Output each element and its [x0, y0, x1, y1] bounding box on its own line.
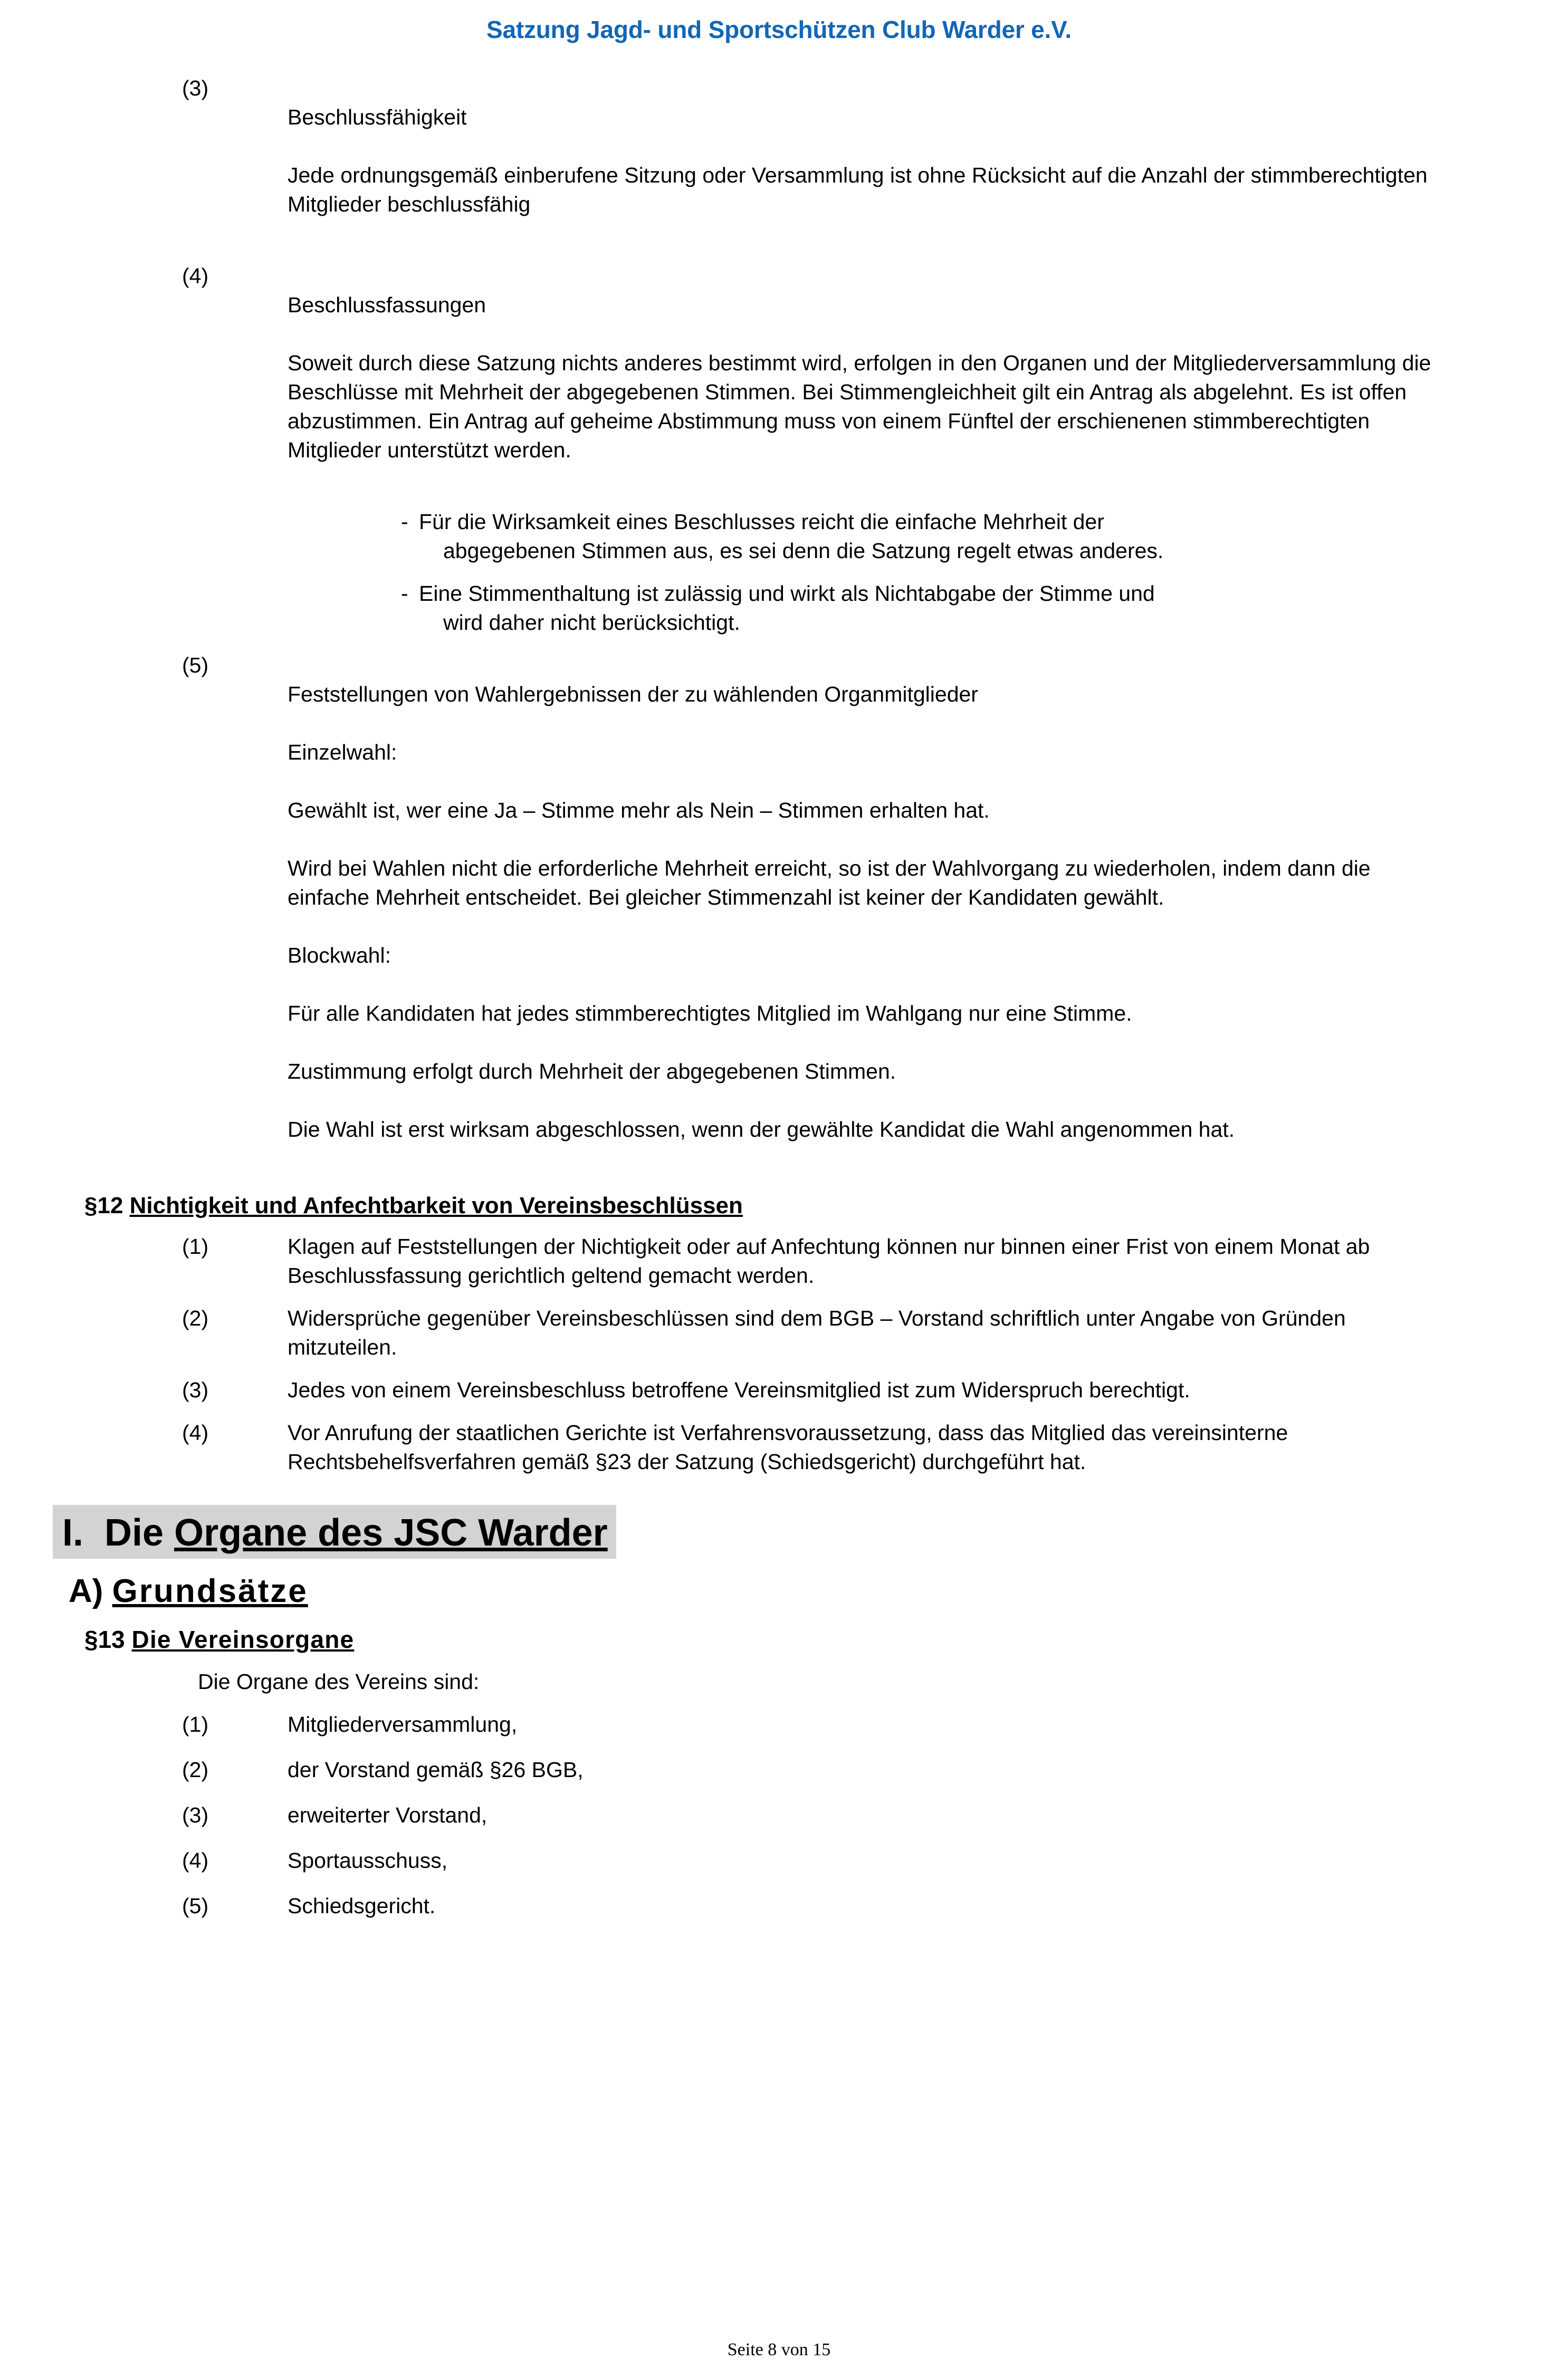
roman-lead: Die — [83, 1512, 175, 1554]
page-number-label: Seite 8 von 15 — [727, 2340, 831, 2359]
section-a-title: Grundsätze — [112, 1573, 308, 1609]
list-marker: (5) — [182, 1894, 209, 1918]
section-13-number: §13 — [84, 1626, 132, 1653]
roman-title: Organe des JSC Warder — [174, 1512, 608, 1554]
clause-title: Feststellungen von Wahlergebnissen der zu wählenden Organmitglieder — [288, 682, 978, 706]
list-text: Mitgliederversammlung, — [288, 1712, 518, 1736]
list-text: der Vorstand gemäß §26 BGB, — [288, 1758, 584, 1782]
clause-title: Beschlussfassungen — [288, 293, 486, 317]
clause-text: Jedes von einem Vereinsbeschluss betroffene Vereinsmitglied ist zum Widerspruch berechtigt. — [288, 1378, 1190, 1402]
clause-5 — [0, 651, 1558, 1173]
clause-line-blockwahl: Blockwahl: — [288, 943, 391, 967]
list-marker: (3) — [182, 1803, 209, 1827]
section-roman-heading-wrap — [0, 1505, 1558, 1559]
section-12-item-2 — [0, 1304, 1558, 1362]
clause-marker: (1) — [182, 1234, 209, 1259]
organ-list-item-3 — [0, 1801, 1558, 1830]
clause-marker: (4) — [182, 1421, 209, 1445]
clause-text: Soweit durch diese Satzung nichts anderes bestimmt wird, erfolgen in den Organen und der Mitgliederversammlung die Beschlüsse mit Mehrheit der abgegebenen Stimmen. Bei Stimmengleichheit gilt ein Antrag als abgelehnt. Es ist offen abzustimmen. Ein Antrag auf geheime Abstimmung muss von einem Fünftel der erschienenen stimmberechtigten Mitglieder unterstützt werden. — [288, 351, 1431, 462]
document-header — [0, 15, 1558, 44]
dash-line-2: wird daher nicht berücksichtigt. — [443, 610, 740, 635]
dash-item-text — [419, 579, 1437, 637]
section-13-title: Die Vereinsorgane — [131, 1626, 355, 1653]
header-title: Satzung Jagd- und Sportschützen Club Warder e.V. — [486, 16, 1072, 43]
dash-marker: - — [401, 510, 408, 534]
list-text: erweiterter Vorstand, — [288, 1803, 488, 1827]
section-12-item-3 — [0, 1376, 1558, 1405]
clause-text: Vor Anrufung der staatlichen Gerichte ist Verfahrensvoraussetzung, dass das Mitglied das vereinsinterne Rechtsbehelfsverfahren gemäß §23 der Satzung (Schiedsgericht) durchgeführt hat. — [288, 1421, 1288, 1474]
clause-content — [288, 651, 1431, 1173]
organ-list-item-5 — [0, 1892, 1558, 1921]
section-12-number: §12 — [84, 1193, 130, 1218]
dash-item-2 — [0, 579, 1558, 637]
clause-title: Beschlussfähigkeit — [288, 105, 467, 129]
clause-line-wirksam: Die Wahl ist erst wirksam abgeschlossen, wenn der gewählte Kandidat die Wahl angenommen hat. — [288, 1117, 1235, 1141]
roman-numeral: I. — [62, 1512, 84, 1554]
dash-item-text — [419, 507, 1437, 565]
section-a-letter: A) — [69, 1573, 112, 1609]
list-text: Schiedsgericht. — [288, 1894, 436, 1918]
document-body — [0, 74, 1558, 1937]
organ-list-item-2 — [0, 1755, 1558, 1784]
section-12-heading — [0, 1191, 1558, 1221]
section-12-item-4 — [0, 1418, 1558, 1476]
list-marker: (2) — [182, 1758, 209, 1782]
clause-marker: (2) — [182, 1306, 209, 1330]
organ-list-item-1 — [0, 1710, 1558, 1739]
dash-marker: - — [401, 581, 408, 606]
clause-4 — [0, 262, 1558, 494]
section-13-intro: Die Organe des Vereins sind: — [198, 1669, 480, 1694]
clause-line-zustimmung: Zustimmung erfolgt durch Mehrheit der abgegebenen Stimmen. — [288, 1059, 896, 1083]
clause-text: Klagen auf Feststellungen der Nichtigkeit oder auf Anfechtung können nur binnen einer Frist von einem Monat ab Beschlussfassung gerichtlich geltend gemacht werden. — [288, 1234, 1370, 1288]
clause-line-wiederholung: Wird bei Wahlen nicht die erforderliche Mehrheit erreicht, so ist der Wahlvorgang zu wiederholen, indem dann die einfache Mehrheit entscheidet. Bei gleicher Stimmenzahl ist keiner der Kandidaten gewählt. — [288, 856, 1371, 909]
document-footer — [0, 2339, 1558, 2361]
section-12-title: Nichtigkeit und Anfechtbarkeit von Vereinsbeschlüssen — [129, 1193, 743, 1218]
clause-marker: (3) — [182, 1378, 209, 1402]
clause-line-gewaehlt: Gewählt ist, wer eine Ja – Stimme mehr als Nein – Stimmen erhalten hat. — [288, 798, 990, 822]
dash-line-1: Für die Wirksamkeit eines Beschlusses reicht die einfache Mehrheit der — [419, 510, 1104, 534]
clause-text: Jede ordnungsgemäß einberufene Sitzung oder Versammlung ist ohne Rücksicht auf die Anzahl der stimmberechtigten Mitglieder beschlussfähig — [288, 163, 1428, 216]
clause-text: Widersprüche gegenüber Vereinsbeschlüssen sind dem BGB – Vorstand schriftlich unter Angabe von Gründen mitzuteilen. — [288, 1306, 1346, 1359]
clause-3 — [0, 74, 1558, 248]
section-a-heading — [0, 1572, 1558, 1610]
section-roman-heading — [53, 1505, 616, 1559]
clause-content — [288, 74, 1431, 248]
dash-line-1: Eine Stimmenthaltung ist zulässig und wirkt als Nichtabgabe der Stimme und — [419, 581, 1155, 606]
clause-line-kandidaten: Für alle Kandidaten hat jedes stimmberechtigtes Mitglied im Wahlgang nur eine Stimme. — [288, 1001, 1132, 1025]
clause-marker: (5) — [182, 653, 209, 677]
organ-list-item-4 — [0, 1846, 1558, 1875]
dash-line-2: abgegebenen Stimmen aus, es sei denn die Satzung regelt etwas anderes. — [443, 539, 1164, 563]
dash-item-1 — [0, 507, 1558, 565]
section-13-heading — [0, 1624, 1558, 1655]
list-marker: (4) — [182, 1848, 209, 1873]
clause-marker: (3) — [182, 76, 209, 100]
clause-line-einzelwahl: Einzelwahl: — [288, 740, 397, 764]
list-text: Sportausschuss, — [288, 1848, 448, 1873]
section-12-item-1 — [0, 1232, 1558, 1290]
list-marker: (1) — [182, 1712, 209, 1736]
clause-marker: (4) — [182, 264, 209, 288]
clause-content — [288, 262, 1431, 494]
